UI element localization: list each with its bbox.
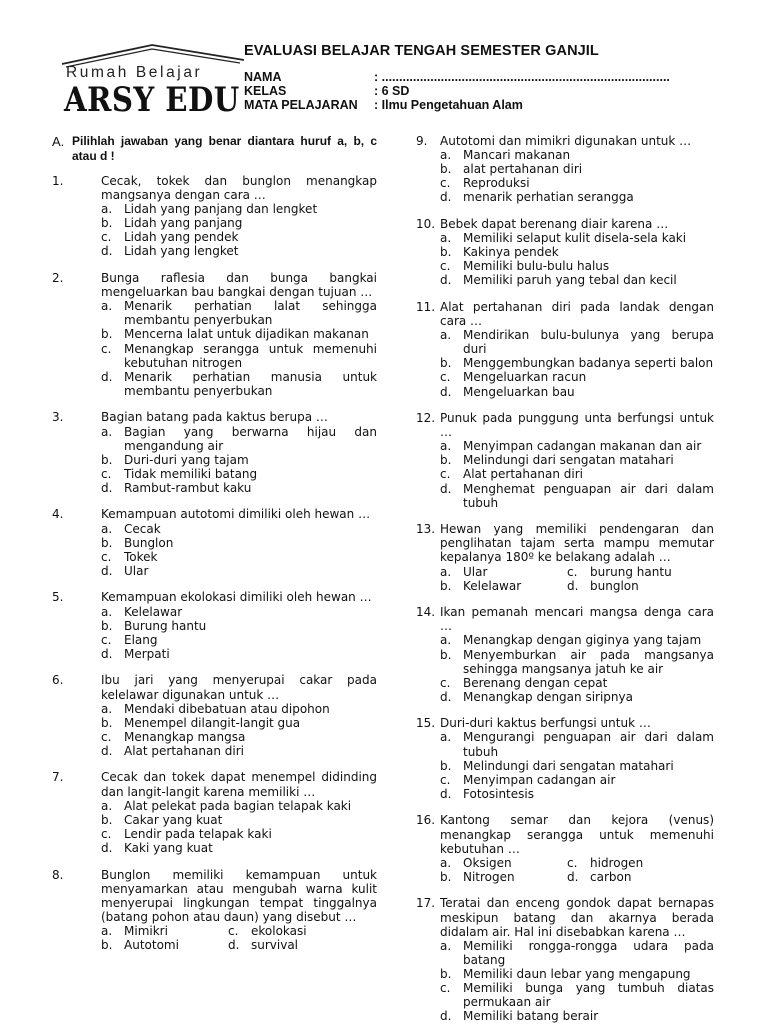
section-letter: A. [52,134,65,149]
answer-option [440,648,714,676]
answer-option [440,162,714,176]
option-letter: d. [101,840,113,855]
option-letter: d. [101,743,113,758]
answer-option [440,190,714,204]
question-stem [52,507,377,521]
question-text: Hewan yang memiliki pendengaran dan penglihatan tajam serta mampu memutar kepalanya 180º ke belakang adalah … [440,522,714,565]
question-text: Punuk pada punggung unta berfungsi untuk … [440,411,714,440]
option-letter: a. [440,439,452,454]
option-text: Kakinya pendek [463,245,559,260]
answer-option [440,787,714,801]
question-number: 2. [52,271,64,286]
option-text: Duri-duri yang tajam [124,452,249,467]
question-stem [416,522,714,564]
question-item [416,134,714,204]
question-stem [52,673,377,701]
option-text: Melindungi dari sengatan matahari [463,758,674,773]
option-text: Reproduksi [463,176,530,191]
answer-option [101,799,377,813]
answer-option [440,856,567,870]
option-text: Oksigen [463,855,512,870]
answer-option [440,633,714,647]
option-text: Memiliki bunga yang tumbuh diatas permukaan air [463,980,714,1010]
question-number: 8. [52,867,64,882]
option-letter: a. [440,328,452,343]
answer-option [101,730,377,744]
option-letter: a. [101,798,113,813]
info-label: NAMA [244,70,282,84]
question-stem [52,410,377,424]
option-letter: a. [101,923,113,938]
option-letter: c. [101,341,112,356]
option-letter: a. [101,202,113,217]
answer-option [440,273,714,287]
option-letter: a. [101,604,113,619]
question-text: Autotomi dan mimikri digunakan untuk … [440,134,692,148]
option-letter: d. [101,563,113,578]
answer-option [440,565,567,579]
option-letter: b. [440,245,452,260]
answer-option [101,716,377,730]
option-text: survival [251,938,299,952]
info-row-name [244,70,670,84]
option-text: Menyemburkan air pada mangsanya sehingga mangsanya jatuh ke air [463,647,714,676]
option-text: Ular [463,564,488,579]
answer-option [567,565,672,579]
question-stem [52,590,377,604]
option-text: Menempel dilangit-langit gua [124,715,301,730]
option-text: Menangkap serangga untuk memenuhi kebutuhan nitrogen [124,341,377,370]
question-text: Kemampuan autotomi dimiliki oleh hewan … [101,507,371,522]
option-letter: b. [440,578,452,593]
answer-option [101,467,377,481]
option-text: Memiliki selaput kulit disela-sela kaki [463,231,687,246]
answer-option [101,453,377,467]
left-column [52,134,377,965]
option-letter: b. [440,758,452,773]
answer-option [101,481,377,495]
answer-option [440,730,714,758]
option-letter: d. [101,646,113,661]
option-letter: a. [440,938,452,953]
option-text: Elang [124,632,158,647]
question-item [416,300,714,399]
question-number: 5. [52,590,64,605]
option-letter: b. [101,216,113,231]
option-text: Berenang dengan cepat [463,675,608,690]
answer-option [101,619,377,633]
option-text: Mimikri [124,923,168,938]
question-stem [416,896,714,938]
question-stem [52,770,377,798]
option-letter: a. [440,855,452,870]
option-text: Menyimpan cadangan air [463,772,616,787]
option-text: Fotosintesis [463,786,534,801]
option-text: Lidah yang pendek [124,230,239,245]
option-letter: d. [101,480,113,495]
option-letter: c. [101,826,112,841]
question-text: Kemampuan ekolokasi dimiliki oleh hewan … [101,590,372,605]
option-letter: b. [440,966,452,981]
question-text: Cecak dan tokek dapat menempel didinding dan langit-langit karena memiliki … [101,770,377,799]
option-text: Menarik perhatian lalat sehingga membantu penyerbukan [124,299,377,328]
option-letter: b. [440,647,452,662]
option-letter: b. [101,618,113,633]
info-row-subject [244,98,670,112]
question-item [52,174,377,259]
question-item [416,605,714,704]
answer-option [101,202,377,216]
option-letter: c. [101,729,112,744]
question-text: Bunga raflesia dan bunga bangkai mengeluarkan bau bangkai dengan tujuan … [101,271,377,300]
option-text: Autotomi [124,938,179,952]
question-number: 12. [416,411,436,426]
question-stem [52,868,377,924]
logo-name: ARSY EDU [64,80,240,120]
question-item [52,673,377,758]
question-item [52,271,377,398]
option-letter: d. [440,786,452,801]
option-text: Mancari makanan [463,148,571,163]
option-letter: c. [101,466,112,481]
option-letter: d. [440,1009,452,1024]
answer-option [101,216,377,230]
answer-option [440,1009,714,1023]
answer-option [440,453,714,467]
answer-option [101,813,377,827]
answer-option [101,633,377,647]
answer-option [440,385,714,399]
question-stem [416,813,714,855]
question-text: Alat pertahanan diri pada landak dengan cara … [440,299,714,329]
option-letter: c. [440,675,451,690]
option-text: Nitrogen [463,869,515,884]
option-letter: c. [567,564,578,579]
option-letter: c. [228,923,239,938]
question-item [52,507,377,577]
option-text: Burung hantu [124,618,207,633]
option-text: Memiliki daun lebar yang mengapung [463,966,691,981]
option-letter: d. [440,384,452,399]
option-letter: a. [440,730,452,745]
answer-option-row [101,938,377,952]
option-letter: c. [440,467,451,482]
logo-subtitle: Rumah Belajar [66,64,203,81]
answer-option [440,356,714,370]
option-letter: c. [101,632,112,647]
option-text: Tidak memiliki batang [124,466,258,481]
option-text: Tokek [124,549,158,564]
answer-option [440,245,714,259]
option-text: menarik perhatian serangga [463,190,634,205]
question-number: 14. [416,605,436,620]
option-letter: c. [101,230,112,245]
logo [56,42,256,124]
option-letter: b. [101,938,113,952]
option-text: Lidah yang panjang dan lengket [124,202,318,217]
answer-option [440,231,714,245]
option-text: Memiliki rongga-rongga udara pada batang [463,938,714,967]
answer-option [440,773,714,787]
answer-option [440,482,714,510]
option-text: Merpati [124,646,170,661]
right-column [416,134,714,1036]
option-text: Menghemat penguapan air dari dalam tubuh [463,481,714,510]
option-text: bunglon [590,578,639,593]
option-letter: b. [101,812,113,827]
answer-option [101,230,377,244]
question-number: 13. [416,522,436,537]
question-number: 6. [52,673,64,688]
option-text: Ular [124,563,149,578]
question-number: 16. [416,813,436,828]
option-letter: a. [101,701,113,716]
answer-option [228,924,307,938]
option-letter: d. [440,689,452,704]
option-letter: d. [440,481,452,496]
option-text: Rambut-rambut kaku [124,480,252,495]
question-item [416,217,714,287]
option-text: Alat pelekat pada bagian telapak kaki [124,798,352,813]
option-text: Lidah yang lengket [124,244,239,259]
option-text: Lidah yang panjang [124,216,243,231]
question-number: 3. [52,410,64,425]
option-text: ekolokasi [251,923,307,938]
option-text: Melindungi dari sengatan matahari [463,453,674,468]
option-text: alat pertahanan diri [463,162,583,177]
option-text: Mendirikan bulu-bulunya yang berupa duri [463,328,714,357]
answer-option [101,702,377,716]
question-number: 4. [52,507,64,522]
option-text: Mengeluarkan racun [463,370,587,385]
info-value: : ................................................................................... [374,70,670,84]
option-text: Menyimpan cadangan makanan dan air [463,439,702,454]
question-text: Bagian batang pada kaktus berupa … [101,410,328,425]
question-item [52,770,377,855]
answer-option-row [101,924,377,938]
answer-option [567,870,631,884]
answer-option-row [440,579,714,593]
option-text: Menangkap mangsa [124,729,246,744]
answer-option [101,299,377,327]
answer-option [101,425,377,453]
answer-option [440,370,714,384]
option-text: Mencerna lalat untuk dijadikan makanan [124,327,369,342]
answer-option [440,939,714,967]
answer-option [101,827,377,841]
option-letter: d. [440,273,452,288]
option-letter: a. [440,564,452,579]
option-text: Mengeluarkan bau [463,384,575,399]
question-number: 11. [416,299,436,314]
option-letter: d. [101,244,113,259]
answer-option [440,981,714,1009]
question-stem [52,174,377,202]
answer-option-row [440,856,714,870]
answer-option [440,259,714,273]
info-label: MATA PELAJARAN [244,98,358,112]
option-text: Mendaki dibebatuan atau dipohon [124,701,330,716]
option-text: Memiliki bulu-bulu halus [463,259,610,274]
option-letter: d. [440,190,452,205]
option-letter: b. [440,869,452,884]
option-letter: d. [567,578,579,593]
option-letter: d. [101,369,113,384]
answer-option [228,938,298,952]
question-number: 7. [52,770,64,785]
option-letter: d. [567,869,579,884]
answer-option [440,870,567,884]
answer-option [440,439,714,453]
option-letter: a. [440,231,452,246]
section-instruction [52,134,377,164]
info-row-class [244,84,670,98]
option-text: Menggembungkan badanya seperti balon [463,356,714,371]
option-letter: c. [440,259,451,274]
option-letter: c. [101,549,112,564]
answer-option [567,579,639,593]
question-stem [416,605,714,633]
option-letter: a. [440,633,452,648]
option-letter: b. [101,715,113,730]
question-item [52,868,377,953]
option-letter: b. [440,453,452,468]
answer-option [101,605,377,619]
question-number: 9. [416,134,428,148]
answer-option [101,938,228,952]
option-text: Menangkap dengan siripnya [463,689,633,704]
question-item [52,410,377,495]
question-item [416,411,714,510]
option-text: Alat pertahanan diri [124,743,244,758]
option-text: Alat pertahanan diri [463,467,583,482]
question-text: Kantong semar dan kejora (venus) menangkap serangga untuk memenuhi kebutuhan … [440,813,714,856]
question-item [416,896,714,1023]
answer-option [101,924,228,938]
question-text: Ibu jari yang menyerupai cakar pada kelelawar digunakan untuk … [101,673,377,702]
answer-option [101,327,377,341]
option-text: Memiliki paruh yang tebal dan kecil [463,273,677,288]
answer-option [440,676,714,690]
option-text: burung hantu [590,564,672,579]
option-letter: b. [440,356,452,371]
option-text: Memiliki batang berair [463,1009,599,1024]
option-text: carbon [590,869,632,884]
question-stem [416,300,714,328]
question-item [416,522,714,592]
answer-option [440,176,714,190]
answer-option [101,342,377,370]
question-text: Duri-duri kaktus berfungsi untuk … [440,716,651,731]
student-info [244,70,670,112]
answer-option-row [440,870,714,884]
option-letter: c. [440,176,451,191]
answer-option [440,690,714,704]
option-text: Kaki yang kuat [124,840,213,855]
instruction-text: Pilihlah jawaban yang benar diantara huruf a, b, c atau d ! [72,134,377,163]
question-stem [52,271,377,299]
option-letter: a. [101,521,113,536]
question-item [416,813,714,883]
option-text: Cakar yang kuat [124,812,223,827]
answer-option-row [440,565,714,579]
answer-option [101,522,377,536]
question-number: 17. [416,896,436,911]
option-letter: a. [101,424,113,439]
option-letter: c. [440,370,451,385]
question-number: 15. [416,716,436,731]
answer-option [101,370,377,398]
question-text: Ikan pemanah mencari mangsa denga cara … [440,605,714,634]
question-text: Bunglon memiliki kemampuan untuk menyamarkan atau mengubah warna kulit menyerupai lingkungan tempat tinggalnya (batang pohon atau daun) yang disebut … [101,867,377,924]
answer-option [440,148,714,162]
answer-option [440,579,567,593]
question-item [52,590,377,660]
info-value: : Ilmu Pengetahuan Alam [374,98,523,112]
option-letter: a. [101,299,113,314]
option-text: Kelelawar [463,578,522,593]
answer-option [101,564,377,578]
answer-option [440,967,714,981]
option-letter: c. [440,772,451,787]
question-number: 1. [52,174,64,188]
question-stem [416,134,714,148]
option-text: hidrogen [590,855,644,870]
question-item [416,716,714,801]
question-stem [416,411,714,439]
option-text: Menangkap dengan giginya yang tajam [463,633,702,648]
option-text: Cecak [124,521,161,536]
question-number: 10. [416,216,436,231]
answer-option [101,647,377,661]
option-letter: b. [440,162,452,177]
info-label: KELAS [244,84,287,98]
option-text: Menarik perhatian manusia untuk membantu penyerbukan [124,369,377,398]
question-text: Bebek dapat berenang diair karena … [440,216,669,231]
option-letter: c. [440,980,451,995]
option-letter: b. [101,327,113,342]
option-letter: b. [101,535,113,550]
option-letter: d. [228,938,240,952]
answer-option [101,550,377,564]
answer-option [101,536,377,550]
option-text: Kelelawar [124,604,183,619]
info-value: : 6 SD [374,84,410,98]
question-stem [416,716,714,730]
option-letter: c. [567,855,578,870]
answer-option [567,856,643,870]
answer-option [440,467,714,481]
option-text: Bagian yang berwarna hijau dan mengandung air [124,424,377,453]
option-letter: b. [101,452,113,467]
answer-option [440,328,714,356]
answer-option [101,744,377,758]
option-letter: a. [440,148,452,163]
page-title: EVALUASI BELAJAR TENGAH SEMESTER GANJIL [244,43,599,59]
answer-option [101,244,377,258]
option-text: Lendir pada telapak kaki [124,826,272,841]
answer-option [440,759,714,773]
question-stem [416,217,714,231]
option-text: Mengurangi penguapan air dari dalam tubuh [463,730,714,759]
answer-option [101,841,377,855]
question-text: Teratai dan enceng gondok dapat bernapas meskipun batang dan akarnya berada didalam air. Hal ini disebabkan karena … [440,896,714,939]
option-text: Bunglon [124,535,174,550]
question-text: Cecak, tokek dan bunglon menangkap mangsanya dengan cara … [101,174,377,203]
